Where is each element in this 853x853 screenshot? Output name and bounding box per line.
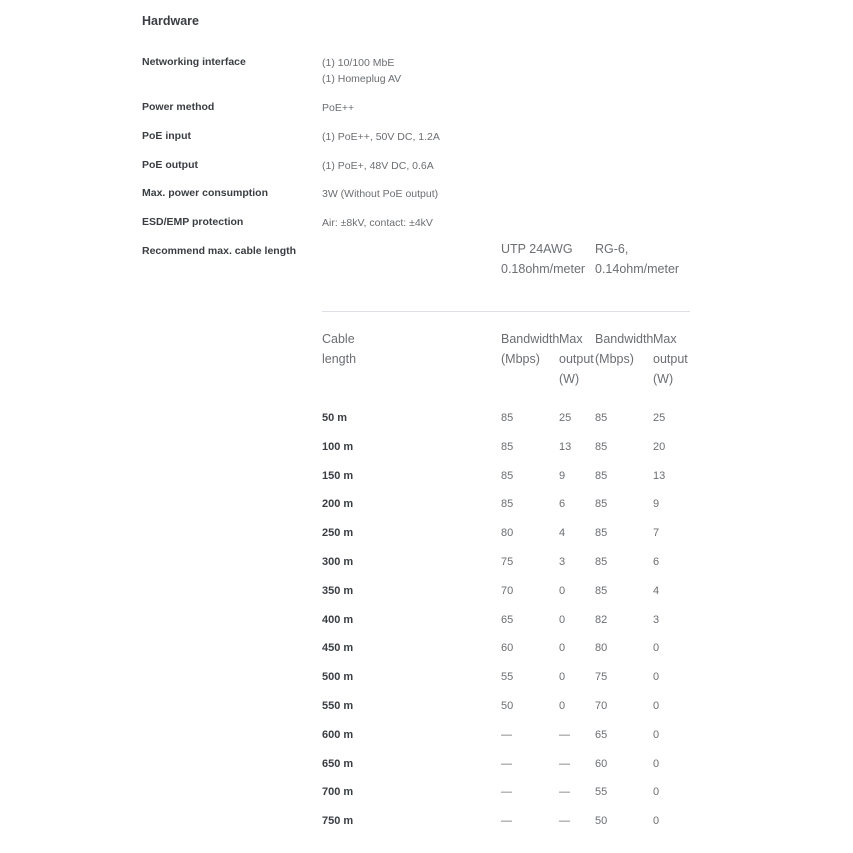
utp-max-output-cell: 3 [559, 556, 566, 568]
utp-max-output-cell: 0 [559, 642, 566, 654]
utp-max-output-cell: 0 [559, 700, 566, 712]
table-row [322, 526, 692, 546]
spec-label: Max. power consumption [142, 187, 269, 199]
column-header [501, 329, 559, 369]
rg6-bandwidth-cell: 50 [595, 815, 608, 827]
cable-length-cell: 50 m [322, 412, 348, 424]
rg6-bandwidth-cell: 82 [595, 614, 608, 626]
spec-row [142, 158, 702, 188]
column-header [653, 329, 688, 389]
cable-length-cell: 700 m [322, 786, 354, 798]
rg6-max-output-cell: 7 [653, 527, 660, 539]
rg6-max-output-cell: 4 [653, 585, 660, 597]
cable-type-line: UTP 24AWG [501, 242, 573, 256]
utp-bandwidth-cell: — [501, 786, 512, 798]
cable-length-cell: 550 m [322, 700, 354, 712]
utp-max-output-cell: 4 [559, 527, 566, 539]
column-header-line: length [322, 352, 357, 366]
rg6-bandwidth-cell: 85 [595, 470, 608, 482]
spec-value [322, 215, 433, 231]
rg6-max-output-cell: 0 [653, 729, 660, 741]
utp-bandwidth-cell: 55 [501, 671, 514, 683]
utp-bandwidth-cell: 50 [501, 700, 514, 712]
utp-bandwidth-cell: 85 [501, 470, 514, 482]
rg6-max-output-cell: 13 [653, 470, 666, 482]
rg6-max-output-cell: 3 [653, 614, 660, 626]
spec-label: PoE input [142, 130, 191, 142]
rg6-bandwidth-cell: 55 [595, 786, 608, 798]
utp-max-output-cell: 9 [559, 470, 566, 482]
rg6-max-output-cell: 6 [653, 556, 660, 568]
column-header-line: Bandwidth [501, 332, 560, 346]
utp-max-output-cell: 25 [559, 412, 572, 424]
rg6-bandwidth-cell: 75 [595, 671, 608, 683]
column-header-line: output [559, 352, 594, 366]
rg6-bandwidth-cell: 60 [595, 758, 608, 770]
table-row [322, 613, 692, 633]
table-divider [322, 311, 690, 312]
rg6-max-output-cell: 25 [653, 412, 666, 424]
rg6-max-output-cell: 20 [653, 441, 666, 453]
rg6-bandwidth-cell: 85 [595, 412, 608, 424]
utp-bandwidth-cell: 75 [501, 556, 514, 568]
spec-value-line: (1) PoE+, 48V DC, 0.6A [322, 160, 434, 172]
column-header [559, 329, 594, 389]
column-header-line: Max [559, 332, 583, 346]
section-title: Hardware [142, 14, 199, 28]
column-header-line: (W) [653, 372, 674, 386]
table-row [322, 757, 692, 777]
table-row [322, 411, 692, 431]
utp-bandwidth-cell: 65 [501, 614, 514, 626]
spec-value-line: (1) 10/100 MbE [322, 57, 395, 69]
cable-length-cell: 250 m [322, 527, 354, 539]
cable-length-cell: 500 m [322, 671, 354, 683]
table-row [322, 728, 692, 748]
utp-bandwidth-cell: — [501, 815, 512, 827]
utp-bandwidth-cell: 85 [501, 498, 514, 510]
rg6-bandwidth-cell: 85 [595, 498, 608, 510]
column-header [322, 329, 356, 369]
spec-value [322, 100, 354, 116]
table-row [322, 814, 692, 834]
utp-bandwidth-cell: 60 [501, 642, 514, 654]
table-row [322, 555, 692, 575]
table-row [322, 440, 692, 460]
utp-bandwidth-cell: 85 [501, 441, 514, 453]
utp-max-output-cell: — [559, 815, 570, 827]
cable-length-cell: 650 m [322, 758, 354, 770]
utp-max-output-cell: — [559, 729, 570, 741]
rg6-bandwidth-cell: 80 [595, 642, 608, 654]
table-row [322, 785, 692, 805]
spec-label: Recommend max. cable length [142, 245, 297, 257]
utp-max-output-cell: 0 [559, 671, 566, 683]
column-header [595, 329, 653, 369]
column-header-line: Cable [322, 332, 355, 346]
spec-label: PoE output [142, 159, 198, 171]
cable-length-cell: 300 m [322, 556, 354, 568]
spec-label: ESD/EMP protection [142, 216, 244, 228]
spec-row [142, 186, 702, 216]
utp-max-output-cell: 13 [559, 441, 572, 453]
utp-bandwidth-cell: 70 [501, 585, 514, 597]
utp-bandwidth-cell: — [501, 758, 512, 770]
spec-value-line: 3W (Without PoE output) [322, 188, 439, 200]
table-row [322, 497, 692, 517]
utp-max-output-cell: 0 [559, 614, 566, 626]
rg6-bandwidth-cell: 65 [595, 729, 608, 741]
spec-row [142, 100, 702, 130]
utp-max-output-cell: 0 [559, 585, 566, 597]
rg6-bandwidth-cell: 70 [595, 700, 608, 712]
utp-max-output-cell: 6 [559, 498, 566, 510]
column-header-line: output [653, 352, 688, 366]
rg6-max-output-cell: 0 [653, 671, 660, 683]
rg6-max-output-cell: 0 [653, 758, 660, 770]
column-header-line: (W) [559, 372, 580, 386]
table-row [322, 699, 692, 719]
spec-value [322, 55, 401, 87]
spec-value [322, 129, 440, 145]
rg6-max-output-cell: 0 [653, 642, 660, 654]
spec-label: Power method [142, 101, 215, 113]
spec-value [322, 186, 438, 202]
rg6-max-output-cell: 9 [653, 498, 660, 510]
cable-type-header [501, 240, 585, 279]
cable-length-cell: 600 m [322, 729, 354, 741]
utp-max-output-cell: — [559, 758, 570, 770]
table-row [322, 584, 692, 604]
cable-length-cell: 150 m [322, 470, 354, 482]
table-row [322, 670, 692, 690]
spec-value-line: (1) PoE++, 50V DC, 1.2A [322, 131, 440, 143]
cable-length-cell: 450 m [322, 642, 354, 654]
cable-type-line: RG-6, [595, 242, 629, 256]
cable-length-cell: 400 m [322, 614, 354, 626]
column-header-line: (Mbps) [595, 352, 634, 366]
column-header-line: (Mbps) [501, 352, 540, 366]
rg6-bandwidth-cell: 85 [595, 556, 608, 568]
spec-value-line: PoE++ [322, 102, 355, 114]
cable-length-cell: 100 m [322, 441, 354, 453]
utp-bandwidth-cell: — [501, 729, 512, 741]
cable-length-cell: 350 m [322, 585, 354, 597]
rg6-bandwidth-cell: 85 [595, 585, 608, 597]
utp-max-output-cell: — [559, 786, 570, 798]
cable-length-cell: 750 m [322, 815, 354, 827]
spec-value-line: (1) Homeplug AV [322, 73, 402, 85]
rg6-max-output-cell: 0 [653, 700, 660, 712]
spec-row [142, 129, 702, 159]
spec-label: Networking interface [142, 56, 246, 68]
table-row [322, 641, 692, 661]
rg6-max-output-cell: 0 [653, 786, 660, 798]
spec-value-line: Air: ±8kV, contact: ±4kV [322, 217, 433, 229]
spec-row [142, 55, 702, 85]
utp-bandwidth-cell: 85 [501, 412, 514, 424]
cable-type-line: 0.14ohm/meter [595, 261, 680, 276]
column-header-line: Max [653, 332, 677, 346]
rg6-bandwidth-cell: 85 [595, 441, 608, 453]
utp-bandwidth-cell: 80 [501, 527, 514, 539]
cable-length-cell: 200 m [322, 498, 354, 510]
table-row [322, 469, 692, 489]
column-header-line: Bandwidth [595, 332, 654, 346]
spec-value [322, 158, 434, 174]
cable-type-header [595, 240, 679, 279]
rg6-max-output-cell: 0 [653, 815, 660, 827]
rg6-bandwidth-cell: 85 [595, 527, 608, 539]
cable-type-line: 0.18ohm/meter [501, 261, 586, 276]
